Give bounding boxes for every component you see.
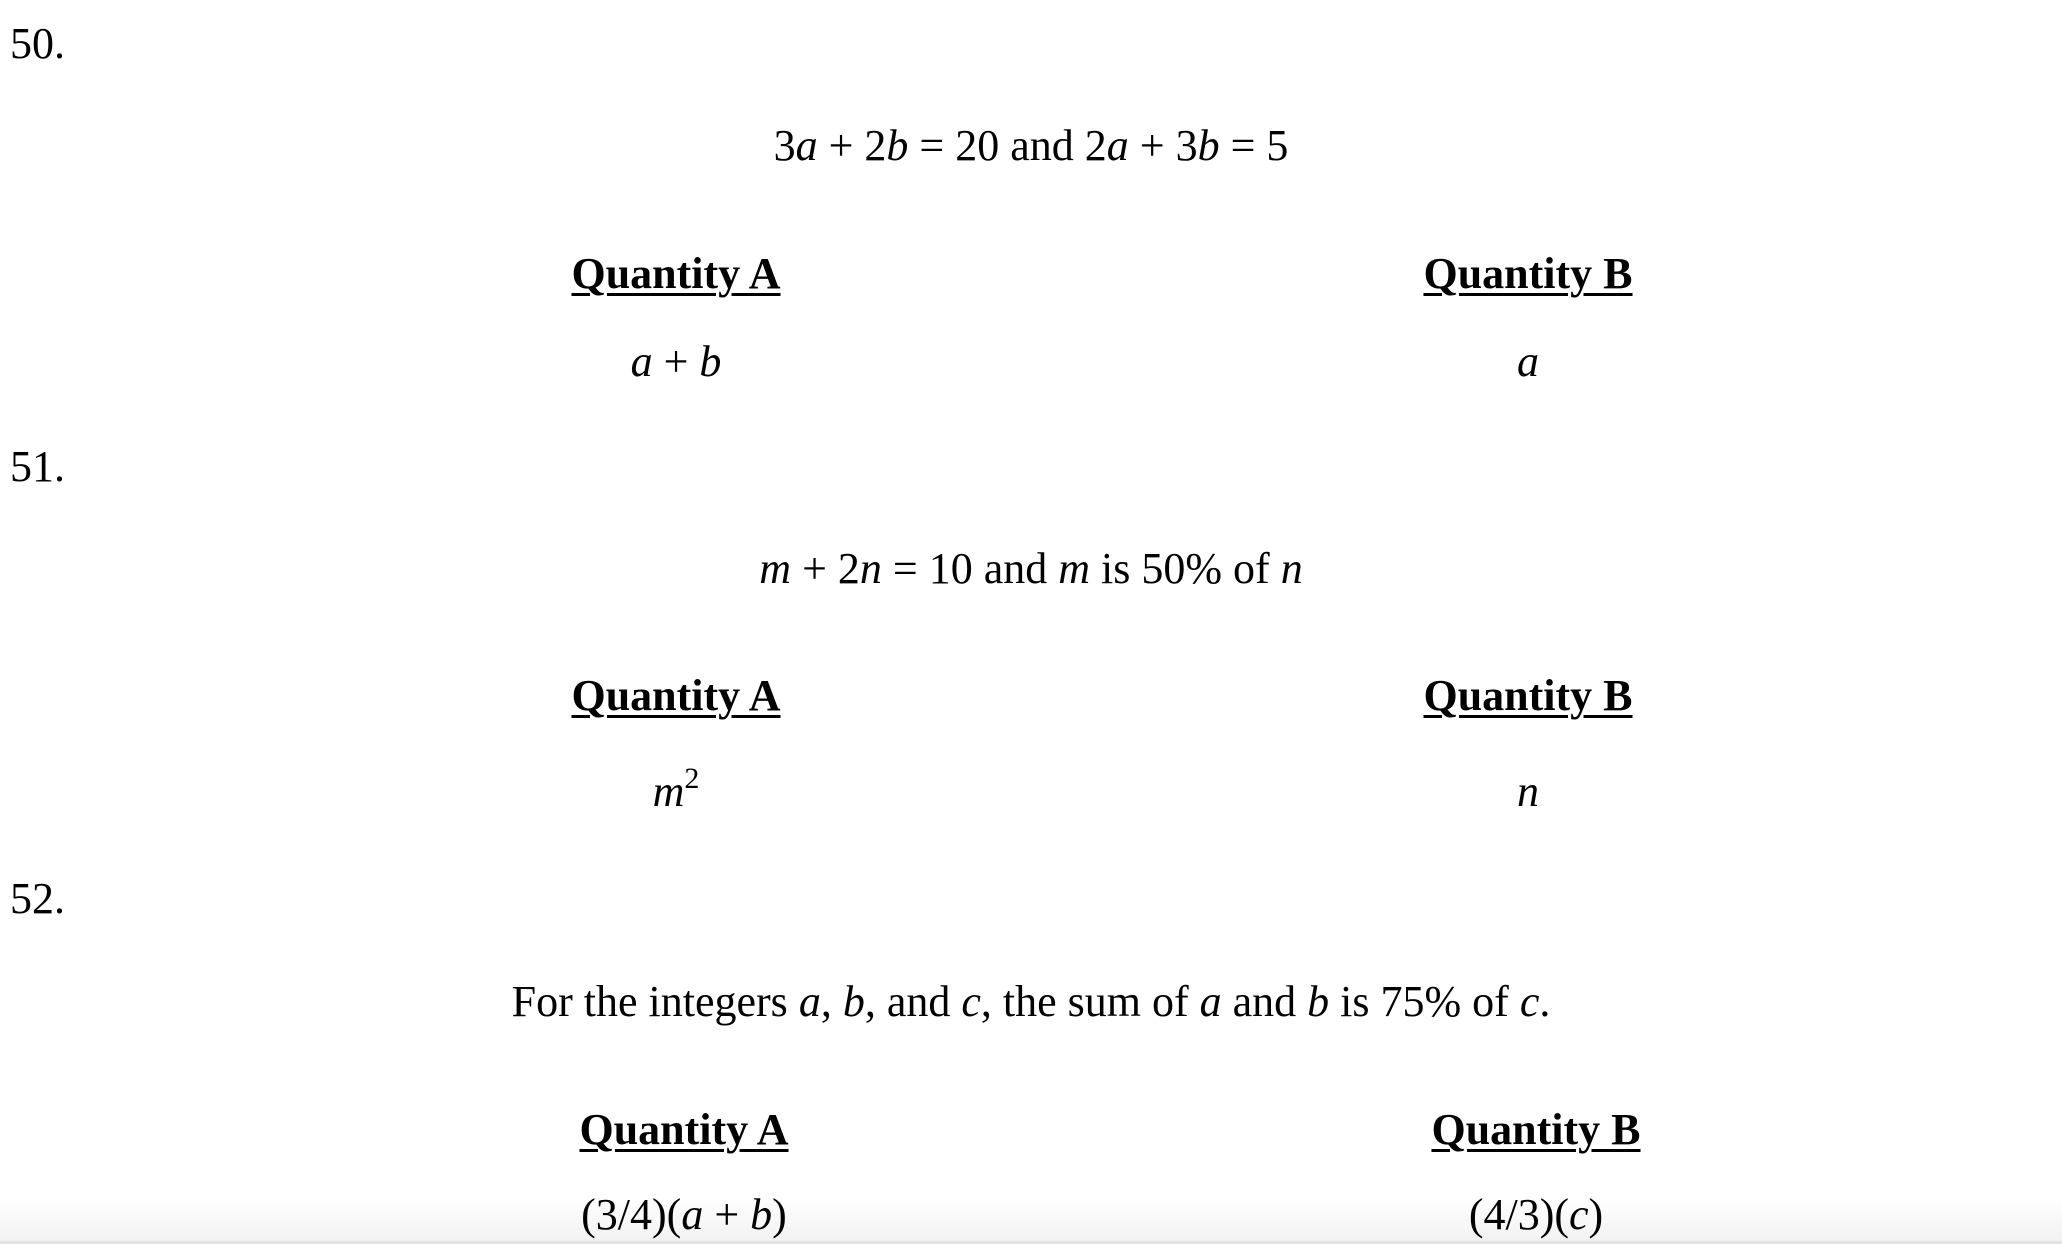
question-52-quantity-b-header: Quantity B	[1431, 1105, 1641, 1154]
question-51-condition: m + 2n = 10 and m is 50% of n	[759, 544, 1303, 593]
question-51-quantity-b-value: n	[1517, 767, 1539, 816]
question-51-quantity-b-header: Quantity B	[1423, 671, 1633, 720]
question-50-quantity-a-value: a + b	[630, 337, 722, 386]
question-50-quantity-b-value: a	[1517, 337, 1539, 386]
question-50-number: 50.	[10, 19, 65, 68]
question-51-number: 51.	[10, 442, 65, 491]
question-51-quantity-a-value: $m^2$	[652, 762, 700, 816]
question-50-quantity-a-header: Quantity A	[571, 249, 781, 298]
question-52-condition: For the integers a, b, and c, the sum of a and b is 75% of c.	[511, 977, 1551, 1026]
page-bottom-shadow	[0, 1198, 2062, 1244]
question-52-quantity-b-value: (4/3)(c)	[1468, 1190, 1604, 1239]
question-51-quantity-a-header: Quantity A	[571, 671, 781, 720]
question-52-number: 52.	[10, 874, 65, 923]
question-50-quantity-b-header: Quantity B	[1423, 249, 1633, 298]
question-52-quantity-a-value: (3/4)(a + b)	[581, 1190, 787, 1239]
question-50-condition: 3a + 2b = 20 and 2a + 3b = 5	[773, 121, 1289, 170]
question-52-quantity-a-header: Quantity A	[579, 1105, 789, 1154]
